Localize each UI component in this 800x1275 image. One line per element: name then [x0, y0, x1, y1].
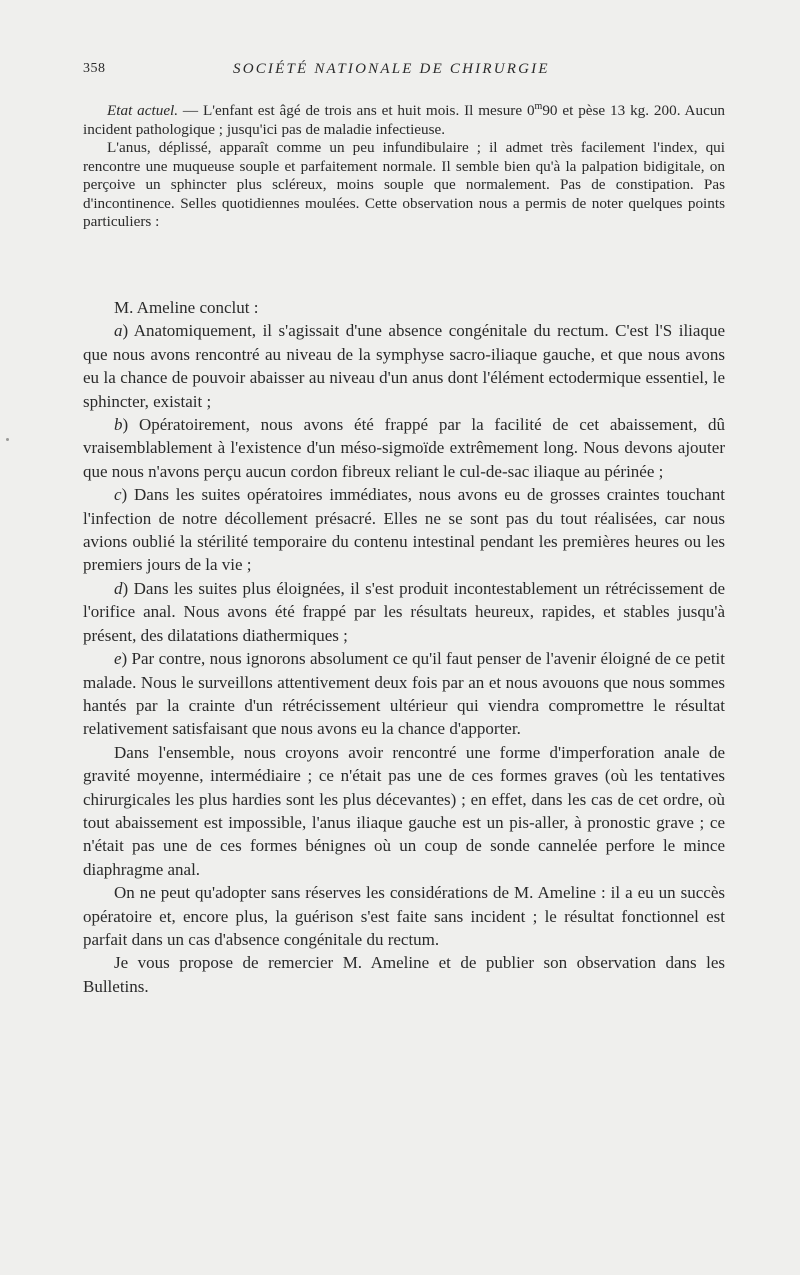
paragraph-proposal: Je vous propose de remercier M. Ameline et de publier son observation dans les Bulletins. [83, 953, 725, 996]
running-title: SOCIÉTÉ NATIONALE DE CHIRURGIE [233, 61, 550, 77]
report-body [83, 296, 725, 998]
point-e: e) Par contre, nous ignorons absolument ce qu'il faut penser de l'avenir éloigné de ce petit malade. Nous le surveillons attentivement deux fois par an et nous avouons que nous sommes hantés par la crainte d'un rétrécissement ultérieur qui viendra compromettre le résultat relativement satisfaisant que nous avons eu la chance d'apporter. [83, 649, 725, 739]
observation-block [83, 102, 725, 232]
conclusion-intro: M. Ameline conclut : [114, 298, 259, 317]
point-d: d) Dans les suites plus éloignées, il s'est produit incontestablement un rétrécissement de l'orifice anal. Nous avons été frappé par les résultats heureux, rapides, et stables jusqu'à présent, des dilatations diathermiques ; [83, 578, 725, 645]
section-label: Etat actuel. [107, 102, 179, 119]
page-number: 358 [83, 61, 106, 76]
paragraph-etat-actuel: Etat actuel. — L'enfant est âgé de trois ans et huit mois. Il mesure 0$^m$90 et pèse 13 kg. 200. Aucun incident pathologique ; jusqu'ici pas de maladie infectieuse. [83, 100, 726, 138]
paragraph-ensemble: Dans l'ensemble, nous croyons avoir rencontré une forme d'imperforation anale de gravité moyenne, intermédiaire ; ce n'était pas une de ces formes graves (où les tentatives chirurgicales les plus hardies sont les plus décevantes) ; en effet, dans les cas de cet ordre, où tout abaissement est impossible, l'anus iliaque gauche est un pis-aller, à pronostic grave ; ce n'était pas une de ces formes bénignes où un coup de sonde cannelée perfore le mince diaphragme anal. [83, 742, 725, 879]
margin-speck [6, 438, 9, 441]
point-a: a) Anatomiquement, il s'agissait d'une absence congénitale du rectum. C'est l'S iliaque que nous avons rencontré au niveau de la symphyse sacro-iliaque gauche, et que nous avons eu la chance de pouvoir abaisser au niveau d'un anus dont l'élément ectodermique essentiel, le sphincter, existait ; [83, 321, 725, 411]
page-header [83, 61, 723, 83]
point-c: c) Dans les suites opératoires immédiates, nous avons eu de grosses craintes touchant l'infection de notre décollement présacré. Elles ne se sont pas du tout réalisées, car nous avions oublié la stérilité temporaire du contenu intestinal pendant les premières heures ou les premiers jours de la vie ; [83, 485, 725, 575]
paragraph-anus: L'anus, déplissé, apparaît comme un peu infundibulaire ; il admet très facilement l'index, qui rencontre une muqueuse souple et parfaitement normale. Il semble bien qu'à la palpation bidigitale, on perçoive un sphincter plus scléreux, moins souple que normalement. Pas de constipation. Pas d'incontinence. Selles quotidiennes moulées. Cette observation nous a permis de noter quelques points particuliers : [83, 139, 725, 230]
point-b: b) Opératoirement, nous avons été frappé par la facilité de cet abaissement, dû vraisemblablement à l'existence d'un méso-sigmoïde extrêmement long. Nous devons ajouter que nous n'avons perçu aucun cordon fibreux reliant le cul-de-sac iliaque au périnée ; [83, 415, 725, 481]
paragraph-considerations: On ne peut qu'adopter sans réserves les considérations de M. Ameline : il a eu un succès opératoire et, encore plus, la guérison s'est faite sans incident ; le résultat fonctionnel est parfait dans un cas d'absence congénitale du rectum. [83, 883, 725, 949]
